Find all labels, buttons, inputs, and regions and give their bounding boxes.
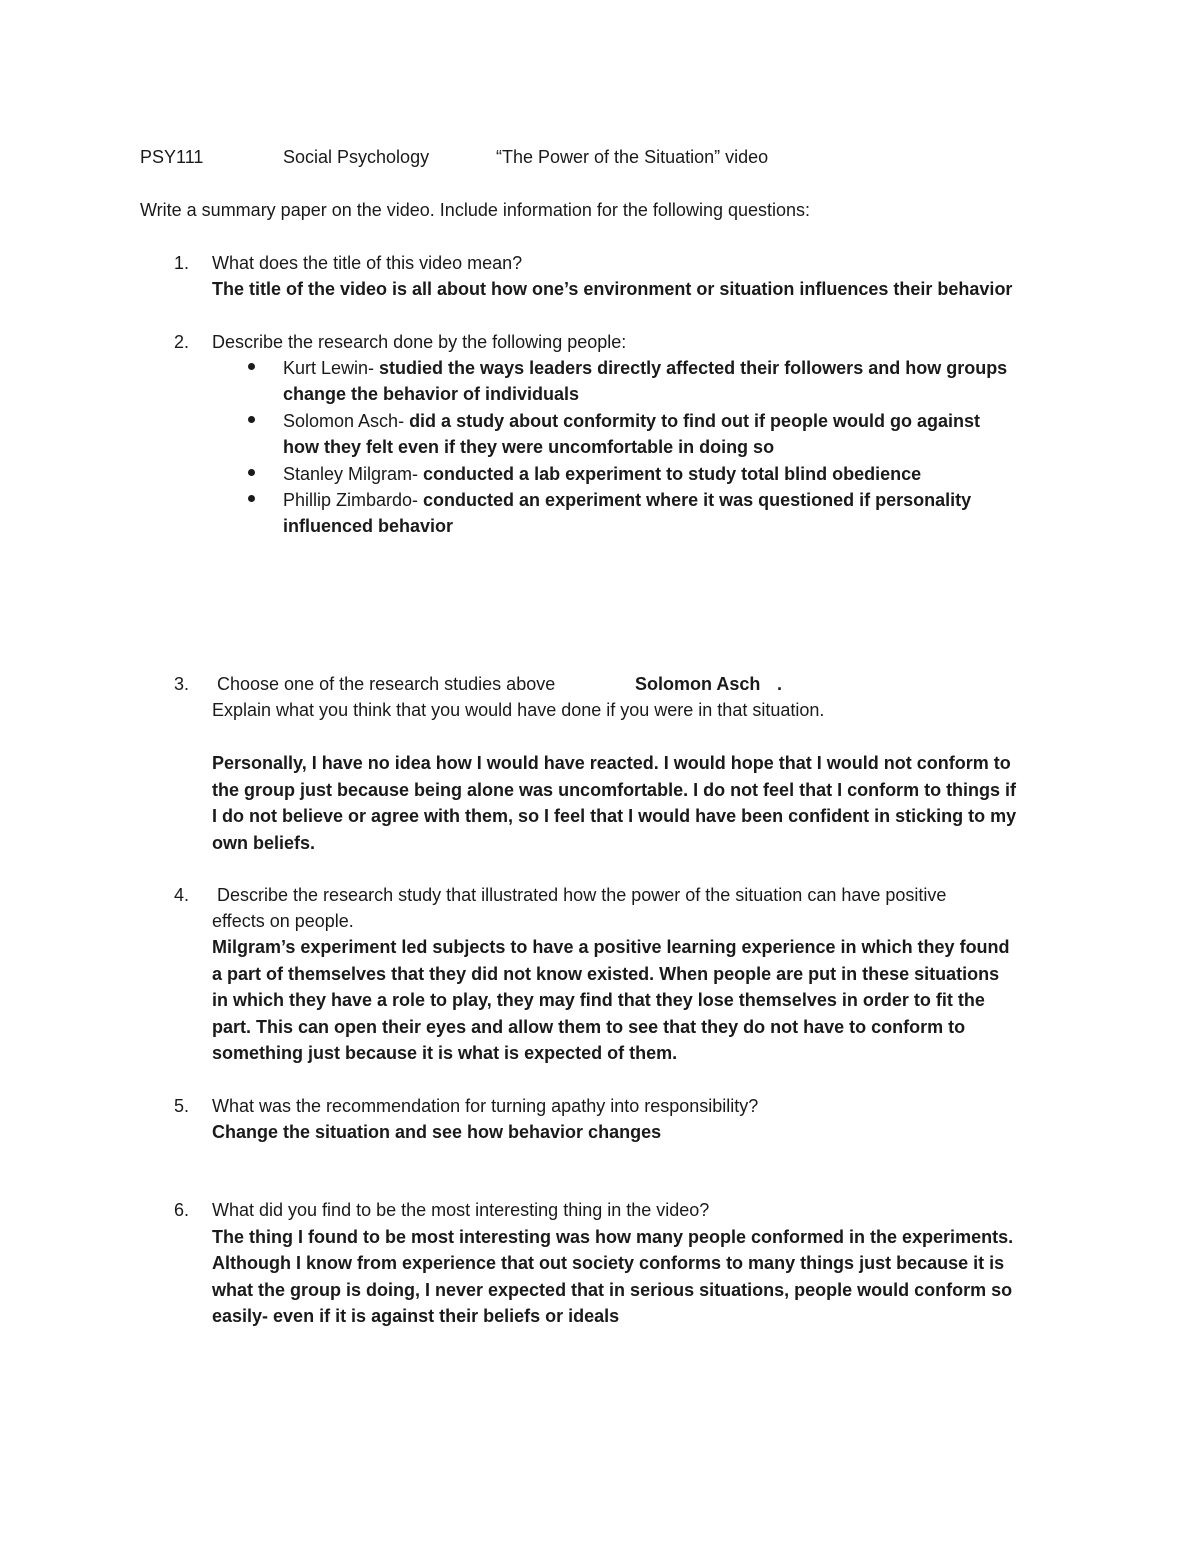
q1-answer: The title of the video is all about how one’s environment or situation influences their behavior (212, 279, 1013, 299)
q3-answer-line: own beliefs. (212, 833, 316, 853)
q6-answer-line: what the group is doing, I never expected that in serious situations, people would conform so (212, 1280, 1013, 1300)
q5-number: 5. (174, 1096, 190, 1116)
bullet-icon (248, 363, 255, 370)
q4-question-line: Describe the research study that illustrated how the power of the situation can have positive (217, 885, 947, 905)
q5-question: What was the recommendation for turning apathy into responsibility? (212, 1096, 759, 1116)
q5-answer: Change the situation and see how behavior changes (212, 1122, 662, 1142)
course-code: PSY111 (140, 147, 204, 167)
q2-item-lewin (283, 357, 1007, 379)
bullet-icon (248, 469, 255, 476)
q6-answer-line: easily- even if it is against their beliefs or ideals (212, 1306, 620, 1326)
q4-answer-line: a part of themselves that they did not know existed. When people are put in these situations (212, 964, 1000, 984)
q4-answer-line: Milgram’s experiment led subjects to have a positive learning experience in which they found (212, 937, 1010, 957)
q6-answer-line: The thing I found to be most interesting was how many people conformed in the experiments. (212, 1227, 1014, 1247)
q2-number: 2. (174, 332, 190, 352)
instructions: Write a summary paper on the video. Include information for the following questions: (140, 200, 811, 220)
q4-answer-line: something just because it is what is expected of them. (212, 1043, 678, 1063)
q3-question: Choose one of the research studies above (217, 674, 556, 694)
course-subject: Social Psychology (283, 147, 430, 167)
q3-answer-line: I do not believe or agree with them, so I feel that I would have been confident in sticking to my (212, 806, 1017, 826)
q3-number: 3. (174, 674, 190, 694)
q6-number: 6. (174, 1200, 190, 1220)
researcher-name: Solomon Asch- (283, 411, 405, 431)
q2-item-asch (283, 410, 980, 432)
q4-answer-line: in which they have a role to play, they may find that they lose themselves in order to fit the (212, 990, 985, 1010)
q2-question: Describe the research done by the following people: (212, 332, 627, 352)
q3-answer-line: the group just because being alone was uncomfortable. I do not feel that I conform to things if (212, 780, 1017, 800)
q2-item-asch-cont: how they felt even if they were uncomfortable in doing so (283, 437, 775, 457)
q2-item-zimbardo-cont: influenced behavior (283, 516, 454, 536)
researcher-name: Kurt Lewin- (283, 358, 375, 378)
q2-item-lewin-cont: change the behavior of individuals (283, 384, 580, 404)
research-desc: conducted a lab experiment to study total blind obedience (418, 464, 922, 484)
research-desc: did a study about conformity to find out if people would go against (404, 411, 981, 431)
q6-question: What did you find to be the most interesting thing in the video? (212, 1200, 710, 1220)
video-title: “The Power of the Situation” video (496, 147, 769, 167)
q4-question-line: effects on people. (212, 911, 354, 931)
q4-number: 4. (174, 885, 190, 905)
q2-item-milgram (283, 463, 921, 485)
q1-question: What does the title of this video mean? (212, 253, 523, 273)
researcher-name: Stanley Milgram- (283, 464, 419, 484)
q3-choice: Solomon Asch (635, 674, 761, 694)
q3-period: . (777, 674, 783, 694)
researcher-name: Phillip Zimbardo- (283, 490, 419, 510)
q3-answer-line: Personally, I have no idea how I would have reacted. I would hope that I would not conform to (212, 753, 1011, 773)
q6-answer-line: Although I know from experience that out society conforms to many things just because it is (212, 1253, 1005, 1273)
research-desc: studied the ways leaders directly affected their followers and how groups (374, 358, 1008, 378)
q4-answer-line: part. This can open their eyes and allow them to see that they do not have to conform to (212, 1017, 966, 1037)
q1-number: 1. (174, 253, 190, 273)
bullet-icon (248, 495, 255, 502)
q3-explain: Explain what you think that you would have done if you were in that situation. (212, 700, 825, 720)
bullet-icon (248, 416, 255, 423)
research-desc: conducted an experiment where it was questioned if personality (418, 490, 972, 510)
q2-item-zimbardo (283, 489, 971, 511)
